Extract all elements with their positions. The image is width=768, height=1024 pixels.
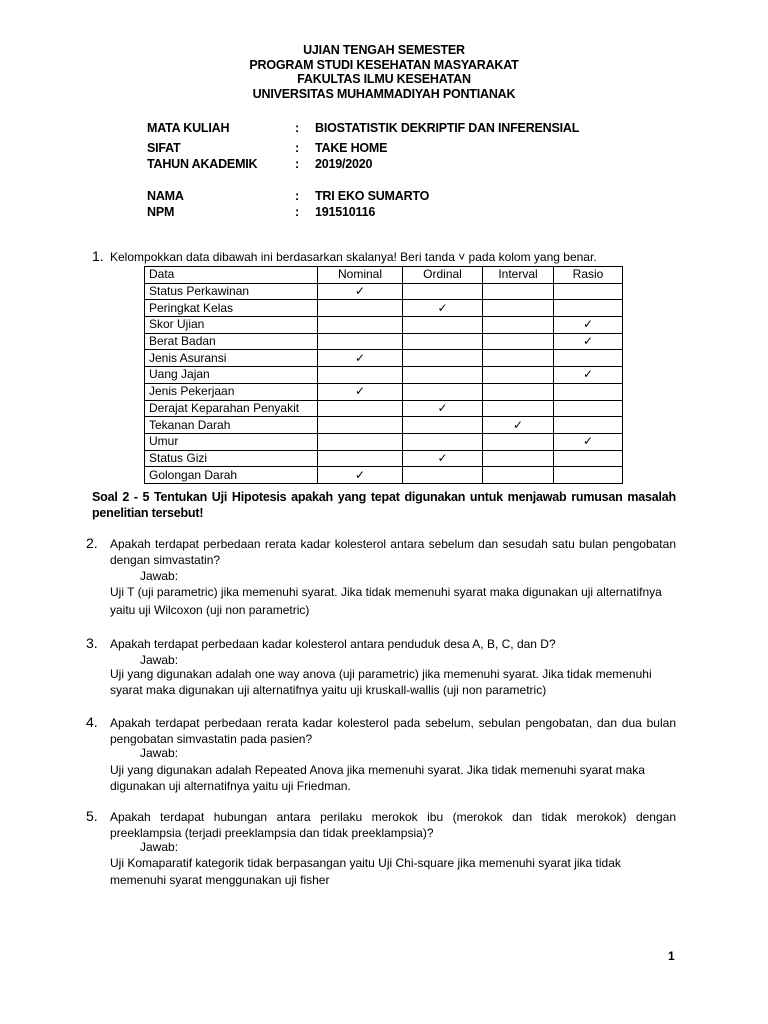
cell-nominal [318,433,403,450]
table-row [145,400,623,417]
row-data-name: Derajat Keparahan Penyakit [145,400,318,417]
header-line-4: UNIVERSITAS MUHAMMADIYAH PONTIANAK [252,86,516,101]
cell-rasio [554,367,623,384]
info-colon: : [295,141,299,155]
row-data-name: Uang Jajan [145,367,318,384]
check-mark-icon: ✓ [582,434,594,449]
table-row [145,450,623,467]
question-number: 2. [86,535,98,551]
page-number: 1 [668,949,675,963]
row-data-name: Berat Badan [145,333,318,350]
answer-text: Uji yang digunakan adalah Repeated Anova jika memenuhi syarat. Jika tidak memenuhi syarat maka digunakan uji alternatifnya yaitu uji Friedman. [110,763,645,793]
row-data-name: Umur [145,433,318,450]
cell-rasio [554,300,623,317]
row-data-name: Skor Ujian [145,317,318,334]
cell-ordinal [403,433,483,450]
check-mark-icon: ✓ [437,400,448,415]
cell-nominal [318,317,403,334]
cell-ordinal [403,317,483,334]
info-colon: : [295,157,299,171]
answer-text: Uji T (uji parametric) jika memenuhi syarat. Jika tidak memenuhi syarat maka digunakan uji alternatifnya yaitu uji Wilcoxon (uji non parametric) [110,585,662,617]
answer-text: Uji yang digunakan adalah one way anova (uji parametric) jika memenuhi syarat. Jika tidak memenuhi syarat maka digunakan uji alternatifnya yaitu uji kruskall-wallis (uji non parametric) [110,667,652,697]
table-row [145,467,623,484]
question-text: Apakah terdapat perbedaan rerata kadar kolesterol antara sebelum dan sesudah satu bulan pengobatan dengan simvastatin? [110,537,676,567]
check-mark-icon: ✓ [354,467,366,482]
column-header-nominal: Nominal [318,267,403,284]
check-mark-icon: ✓ [437,450,448,465]
cell-ordinal [403,350,483,367]
question-text: Apakah terdapat hubungan antara perilaku merokok ibu (merokok dan tidak merokok) dengan preeklampsia (terjadi preeklampsia dan tidak preeklampsia)? [110,810,676,840]
cell-ordinal [403,333,483,350]
info-colon: : [295,205,299,219]
info-label: TAHUN AKADEMIK [147,157,258,171]
cell-rasio [554,283,623,300]
table-row [145,350,623,367]
cell-interval [483,300,554,317]
cell-ordinal [403,467,483,484]
cell-rasio [554,350,623,367]
check-mark-icon: ✓ [582,317,594,332]
cell-interval [483,350,554,367]
cell-interval [483,450,554,467]
cell-rasio [554,450,623,467]
jawab-label: Jawab: [140,569,179,583]
check-mark-icon: ✓ [354,350,366,365]
check-mark-icon: ✓ [582,367,594,382]
check-mark-icon: ✓ [354,284,366,299]
info-label: NPM [147,205,175,219]
cell-interval [483,433,554,450]
row-data-name: Jenis Pekerjaan [145,383,318,400]
question-number: 3. [86,635,98,651]
table-row [145,283,623,300]
cell-nominal [318,383,403,400]
cell-rasio [554,317,623,334]
cell-rasio [554,383,623,400]
question-text: Apakah terdapat perbedaan kadar kolesterol antara penduduk desa A, B, C, dan D? [110,637,556,651]
jawab-label: Jawab: [140,746,179,760]
check-mark-icon: ✓ [437,300,448,315]
cell-ordinal [403,283,483,300]
info-value: 2019/2020 [315,157,373,171]
cell-ordinal [403,417,483,434]
cell-ordinal [403,367,483,384]
cell-nominal [318,417,403,434]
question-number: 1. [92,248,104,264]
instructions-soal-2-5: Soal 2 - 5 Tentukan Uji Hipotesis apakah yang tepat digunakan untuk menjawab rumusan masalah penelitian tersebut! [92,490,676,520]
cell-rasio [554,467,623,484]
info-value: TRI EKO SUMARTO [315,189,430,203]
row-data-name: Tekanan Darah [145,417,318,434]
cell-nominal [318,300,403,317]
row-data-name: Status Gizi [145,450,318,467]
cell-nominal [318,367,403,384]
row-data-name: Status Perkawinan [145,283,318,300]
jawab-label: Jawab: [140,653,179,667]
check-mark-icon: ✓ [354,384,366,399]
cell-nominal [318,450,403,467]
row-data-name: Golongan Darah [145,467,318,484]
table-header-row [145,267,623,284]
cell-ordinal [403,300,483,317]
info-label: MATA KULIAH [147,121,230,135]
cell-ordinal [403,383,483,400]
info-value: TAKE HOME [315,141,388,155]
cell-interval [483,283,554,300]
question-number: 4. [86,714,98,730]
header-line-1: UJIAN TENGAH SEMESTER [303,43,465,57]
table-row [145,317,623,334]
info-value: BIOSTATISTIK DEKRIPTIF DAN INFERENSIAL [315,121,580,135]
info-value: 191510116 [315,205,376,219]
check-mark-icon: ✓ [512,417,524,432]
info-label: NAMA [147,189,184,203]
row-data-name: Peringkat Kelas [145,300,318,317]
cell-nominal [318,467,403,484]
header-line-2: PROGRAM STUDI KESEHATAN MASYARAKAT [249,57,519,72]
cell-ordinal [403,400,483,417]
cell-interval [483,400,554,417]
table-row [145,417,623,434]
question-text: Kelompokkan data dibawah ini berdasarkan skalanya! Beri tanda ˅ pada kolom yang benar. [110,250,597,264]
column-header-rasio: Rasio [554,267,623,284]
jawab-label: Jawab: [140,840,179,854]
column-header-interval: Interval [483,267,554,284]
cell-nominal [318,400,403,417]
column-header-data: Data [145,267,318,284]
info-colon: : [295,121,299,135]
table-row [145,383,623,400]
table-row [145,300,623,317]
check-mark-icon: ✓ [582,334,594,349]
cell-nominal [318,350,403,367]
info-label: SIFAT [147,141,181,155]
cell-nominal [318,333,403,350]
cell-rasio [554,417,623,434]
question-text: Apakah terdapat perbedaan rerata kadar kolesterol pada sebelum, sebulan pengobatan, dan dua bulan pengobatan simvastatin pada pasien? [110,716,676,746]
info-colon: : [295,189,299,203]
cell-nominal [318,283,403,300]
cell-interval [483,317,554,334]
cell-interval [483,467,554,484]
cell-rasio [554,400,623,417]
scale-table [144,266,623,484]
question-number: 5. [86,808,98,824]
column-header-ordinal: Ordinal [403,267,483,284]
cell-interval [483,417,554,434]
cell-interval [483,383,554,400]
header-line-3: FAKULTAS ILMU KESEHATAN [297,72,471,86]
cell-interval [483,367,554,384]
cell-rasio [554,433,623,450]
cell-ordinal [403,450,483,467]
answer-text: Uji Komaparatif kategorik tidak berpasangan yaitu Uji Chi-square jika memenuhi syarat jika tidak memenuhi syarat menggunakan uji fisher [110,856,621,887]
row-data-name: Jenis Asuransi [145,350,318,367]
table-row [145,433,623,450]
cell-interval [483,333,554,350]
table-row [145,333,623,350]
exam-header [0,43,768,101]
table-row [145,367,623,384]
cell-rasio [554,333,623,350]
